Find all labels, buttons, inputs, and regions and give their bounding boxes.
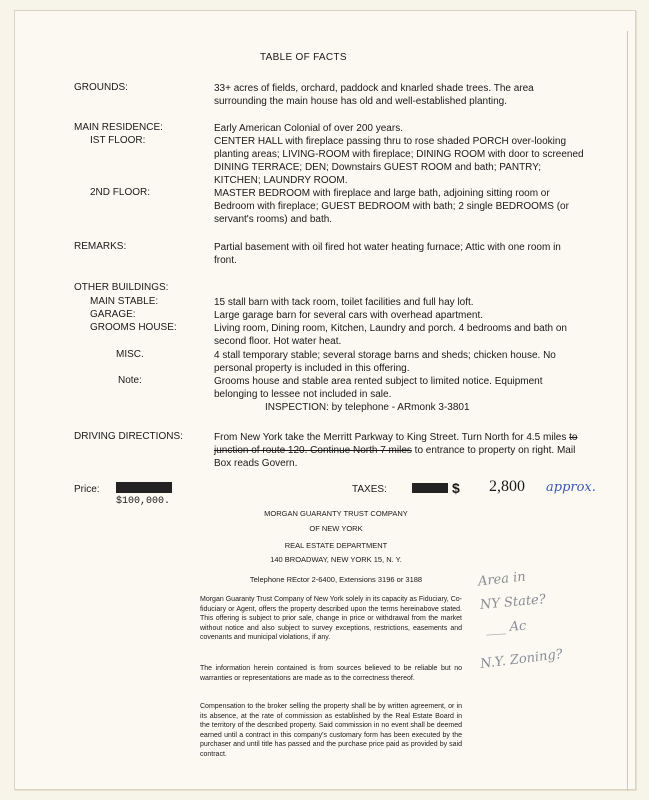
handwritten-note-state: NY State?	[479, 592, 547, 613]
fine-print-offering: Morgan Guaranty Trust Company of New York solely in its capacity as Fiduciary, Co-fiduciary or Agent, offers the property described upon the terms hereinabove stated. This offering is subject to prior sale, change in price or withdrawal from the market without notice and also subject to survey exceptions, restrictions, easements and covenants and municipal violations, if any.	[200, 596, 462, 641]
handwritten-note-zoning: N.Y. Zoning?	[479, 647, 564, 672]
inspection-line: INSPECTION: by telephone - ARmonk 3-3801	[265, 402, 470, 413]
misc-text: 4 stall temporary stable; several storage barns and sheds; chicken house. No personal property is included in this offering.	[214, 350, 556, 374]
garage-text: Large garage barn for several cars with overhead apartment.	[214, 310, 484, 321]
taxes-redaction	[412, 483, 448, 493]
driving-directions-struck: to junction of route 120. Continue North 7 miles	[214, 432, 578, 456]
grooms-house-label: GROOMS HOUSE:	[90, 322, 177, 333]
price-label: Price:	[74, 484, 100, 495]
driving-directions-label: DRIVING DIRECTIONS:	[74, 431, 183, 442]
driving-directions-part1: From New York take the Merritt Parkway to King Street. Turn North for 4.5 miles	[214, 432, 570, 443]
company-location: OF NEW YORK	[309, 524, 363, 533]
price-value: $100,000.	[116, 496, 171, 507]
taxes-value: 2,800	[489, 478, 525, 495]
driving-directions-text	[214, 431, 586, 470]
handwritten-note-acres: ___ Ac	[485, 618, 527, 637]
price-redaction	[116, 482, 172, 493]
document-title: TABLE OF FACTS	[260, 52, 347, 63]
page-fold-edge	[627, 31, 628, 791]
company-telephone: Telephone REctor 2-6400, Extensions 3196 or 3188	[249, 575, 423, 584]
other-buildings-label: OTHER BUILDINGS:	[74, 282, 169, 293]
handwritten-note-area: Area in	[477, 569, 527, 590]
main-stable-text: 15 stall barn with tack room, toilet facilities and full hay loft.	[214, 297, 474, 308]
main-stable-label: MAIN STABLE:	[90, 296, 159, 307]
fine-print-disclaimer: The information herein contained is from sources believed to be reliable but no warranties or representations are made as to the correctness thereof.	[200, 665, 462, 682]
taxes-dollar-sign: $	[452, 480, 460, 496]
grounds-label: GROUNDS:	[74, 82, 128, 93]
main-residence-text: Early American Colonial of over 200 years.	[214, 123, 403, 134]
second-floor-text: MASTER BEDROOM with fireplace and large bath, adjoining sitting room or Bedroom with fireplace; GUEST BEDROOM with bath; 2 single BEDROOMS (or servant's rooms) and bath.	[214, 188, 569, 225]
note-label: Note:	[118, 375, 142, 386]
taxes-label: TAXES:	[352, 484, 387, 495]
remarks-text: Partial basement with oil fired hot water heating furnace; Attic with one room in front.	[214, 242, 561, 266]
first-floor-label: IST FLOOR:	[90, 135, 146, 146]
grooms-house-text: Living room, Dining room, Kitchen, Laundry and porch. 4 bedrooms and bath on second floor. Hot water heat.	[214, 323, 567, 347]
company-address: 140 BROADWAY, NEW YORK 15, N. Y.	[270, 555, 402, 564]
garage-label: GARAGE:	[90, 309, 136, 320]
misc-label: MISC.	[116, 349, 144, 360]
second-floor-label: 2ND FLOOR:	[90, 187, 151, 198]
company-department: REAL ESTATE DEPARTMENT	[284, 541, 388, 550]
remarks-label: REMARKS:	[74, 241, 127, 252]
grounds-text: 33+ acres of fields, orchard, paddock and knarled shade trees. The area surrounding the main house has old and well-established planting.	[214, 83, 534, 107]
company-name: MORGAN GUARANTY TRUST COMPANY	[264, 509, 408, 518]
fine-print-commission: Compensation to the broker selling the property shall be by written agreement, or in its absence, at the rate of commission as established by the Real Estate Board in the territory of the described property. Said commission in no event shall be deemed earned until a contract in this company's customary form has been executed by the purchaser and until title has passed and the purchase price paid as provided by said contract.	[200, 703, 462, 758]
main-residence-label: MAIN RESIDENCE:	[74, 122, 163, 133]
note-text: Grooms house and stable area rented subject to limited notice. Equipment belonging to lessee not included in sale.	[214, 376, 543, 400]
driving-directions-part2: to entrance to property on right. Mail Box reads Govern.	[214, 445, 576, 469]
first-floor-text: CENTER HALL with fireplace passing thru to rose shaded PORCH over-looking planting areas; LIVING-ROOM with fireplace; DINING ROOM with door to screened DINING TERRACE; DEN; Downstairs GUEST ROOM and bath; PANTRY; KITCHEN; LAUNDRY ROOM.	[214, 136, 584, 186]
taxes-handwritten-approx: approx.	[546, 480, 596, 495]
